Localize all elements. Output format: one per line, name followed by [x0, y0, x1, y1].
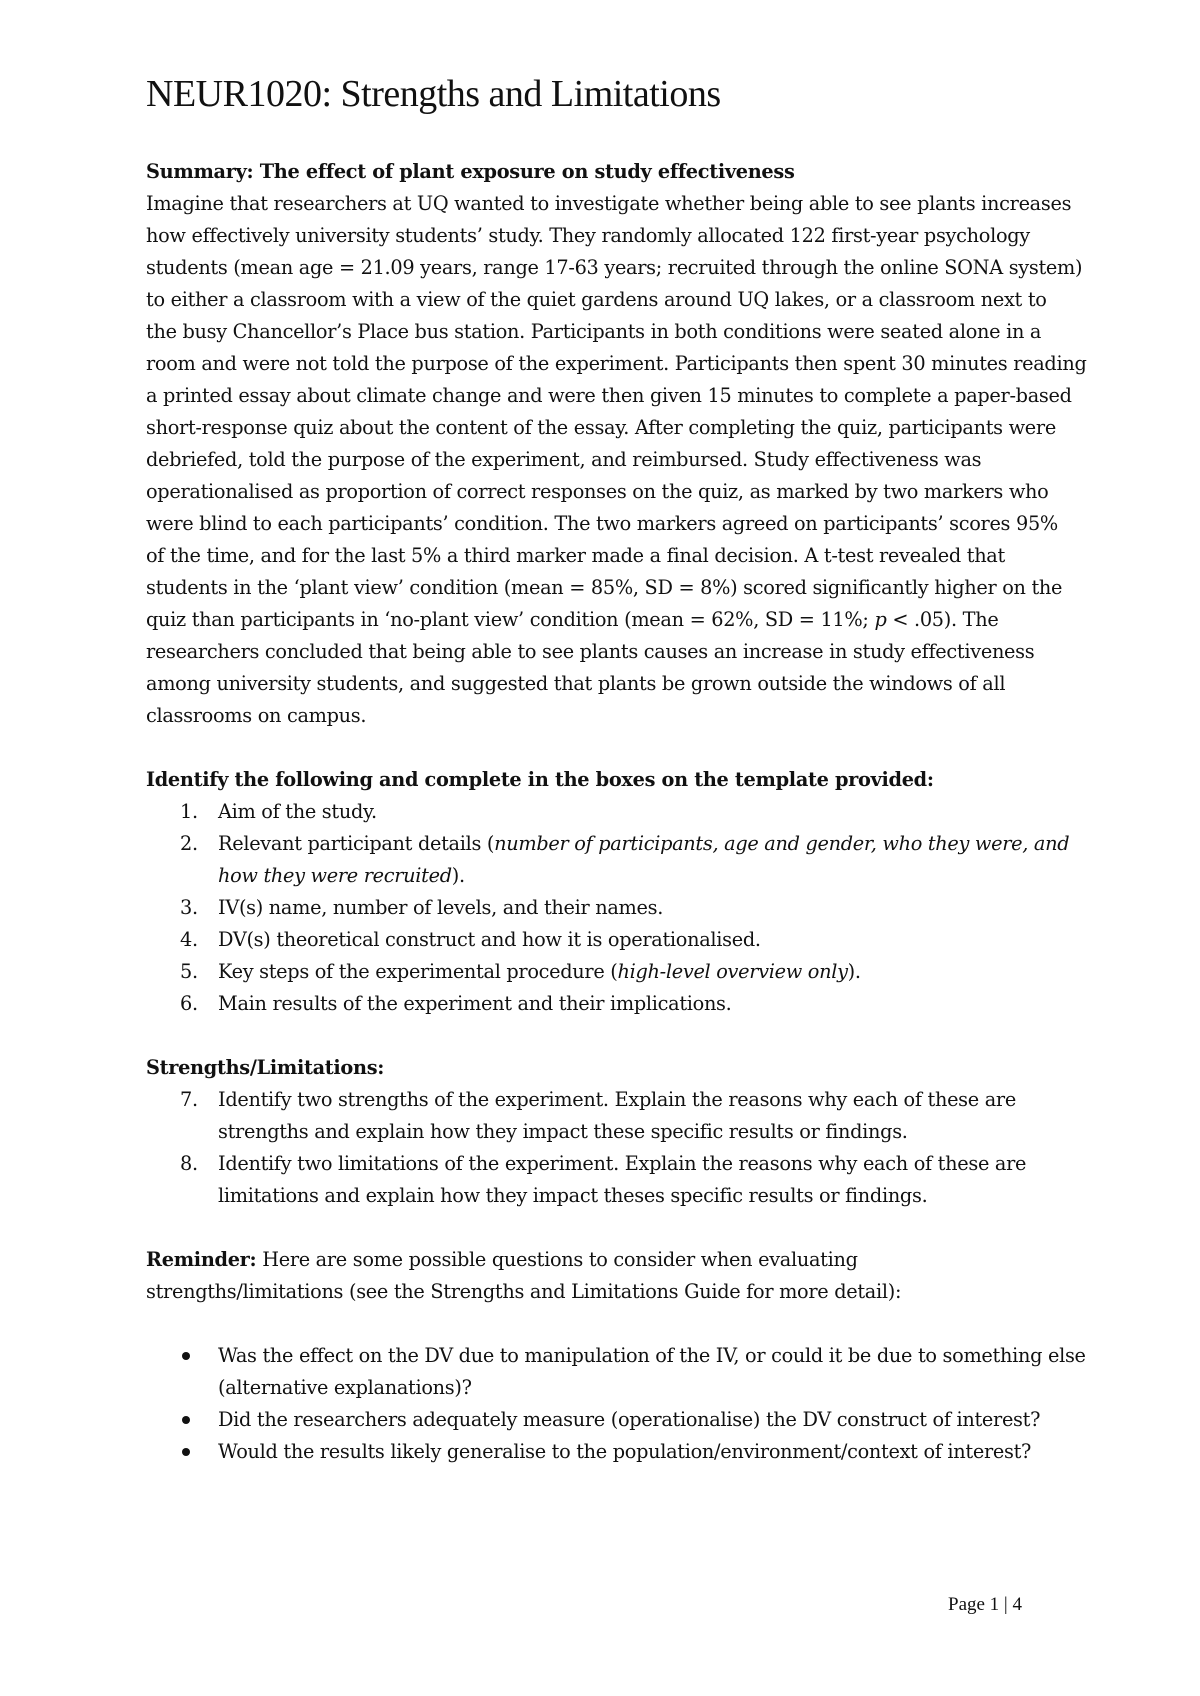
- item-number: 3.: [180, 896, 198, 919]
- item-text-italic: high-level overview only: [617, 960, 848, 983]
- identify-list: [146, 796, 1106, 1020]
- results-text-a: quiz than participants in ‘no-plant view’ condition (mean = 62%, SD = 11%;: [146, 608, 875, 631]
- bullet-text: Would the results likely generalise to the population/environment/context of interest?: [218, 1440, 1032, 1463]
- summary-line: of the time, and for the last 5% a third marker made a final decision. A t-test revealed that: [146, 544, 1005, 567]
- summary-line: Imagine that researchers at UQ wanted to investigate whether being able to see plants increases: [146, 192, 1072, 215]
- summary-line-results: [146, 604, 1106, 636]
- item-text: Relevant participant details (: [218, 832, 495, 855]
- list-item: [146, 1340, 1106, 1404]
- bullet-icon: [182, 1352, 190, 1360]
- list-item: [146, 1084, 1106, 1148]
- list-item: [146, 1404, 1106, 1436]
- list-item: [146, 924, 1106, 956]
- item-number: 2.: [180, 832, 198, 855]
- reminder-label: Reminder:: [146, 1248, 257, 1271]
- summary-line: operationalised as proportion of correct responses on the quiz, as marked by two markers who: [146, 480, 1049, 503]
- summary-line: how effectively university students’ study. They randomly allocated 122 first-year psychology: [146, 224, 1030, 247]
- summary-line: debriefed, told the purpose of the experiment, and reimbursed. Study effectiveness was: [146, 448, 982, 471]
- page-title: NEUR1020: Strengths and Limitations: [146, 73, 721, 115]
- page-number: Page 1 | 4: [948, 1594, 1022, 1615]
- item-number: 7.: [180, 1088, 198, 1111]
- strengths-heading: Strengths/Limitations:: [146, 1056, 385, 1079]
- summary-line: researchers concluded that being able to see plants causes an increase in study effectiveness: [146, 640, 1035, 663]
- list-item: [146, 1436, 1106, 1468]
- summary-line: students (mean age = 21.09 years, range 17-63 years; recruited through the online SONA system): [146, 256, 1083, 279]
- list-item: [146, 1148, 1106, 1212]
- reminder-section: [146, 1244, 1106, 1468]
- summary-section: [146, 156, 1106, 732]
- identify-section: [146, 764, 1106, 1020]
- reminder-paragraph: [146, 1244, 1106, 1276]
- item-text: ).: [451, 864, 465, 887]
- list-item: [146, 828, 1106, 892]
- list-item: [146, 796, 1106, 828]
- reminder-bullets: [146, 1340, 1106, 1468]
- bullet-icon: [182, 1416, 190, 1424]
- item-text: Key steps of the experimental procedure (: [218, 960, 618, 983]
- item-text-italic: number of participants, age and gender, who they were, and how they were recruited: [218, 832, 1070, 887]
- bullet-text: Did the researchers adequately measure (operationalise) the DV construct of interest?: [218, 1408, 1041, 1431]
- reminder-text: Here are some possible questions to consider when evaluating: [256, 1248, 858, 1271]
- summary-line: classrooms on campus.: [146, 704, 367, 727]
- item-text: Identify two strengths of the experiment. Explain the reasons why each of these are strengths and explain how they impact these specific results or findings.: [218, 1088, 1016, 1143]
- bullet-icon: [182, 1448, 190, 1456]
- list-item: [146, 892, 1106, 924]
- summary-line: a printed essay about climate change and were then given 15 minutes to complete a paper-based: [146, 384, 1072, 407]
- item-number: 8.: [180, 1152, 198, 1175]
- summary-line: among university students, and suggested that plants be grown outside the windows of all: [146, 672, 1006, 695]
- item-text: DV(s) theoretical construct and how it is operationalised.: [218, 928, 761, 951]
- results-text-b: < .05). The: [886, 608, 999, 631]
- item-number: 1.: [180, 800, 198, 823]
- item-text: Aim of the study.: [218, 800, 377, 823]
- identify-heading: Identify the following and complete in the boxes on the template provided:: [146, 768, 934, 791]
- item-text: IV(s) name, number of levels, and their names.: [218, 896, 664, 919]
- summary-line: the busy Chancellor’s Place bus station. Participants in both conditions were seated alone in a: [146, 320, 1042, 343]
- summary-line: short-response quiz about the content of the essay. After completing the quiz, participants were: [146, 416, 1056, 439]
- bullet-text: Was the effect on the DV due to manipulation of the IV, or could it be due to something else (alternative explanations)?: [218, 1344, 1086, 1399]
- summary-heading: Summary: The effect of plant exposure on study effectiveness: [146, 160, 795, 183]
- list-item: [146, 988, 1106, 1020]
- document-page: [146, 72, 1106, 1468]
- item-text: Identify two limitations of the experiment. Explain the reasons why each of these are limitations and explain how they impact theses specific results or findings.: [218, 1152, 1027, 1207]
- item-number: 6.: [180, 992, 198, 1015]
- item-text: Main results of the experiment and their implications.: [218, 992, 732, 1015]
- list-item: [146, 956, 1106, 988]
- summary-line: to either a classroom with a view of the quiet gardens around UQ lakes, or a classroom next to: [146, 288, 1047, 311]
- summary-line: were blind to each participants’ condition. The two markers agreed on participants’ scores 95%: [146, 512, 1058, 535]
- summary-line: room and were not told the purpose of the experiment. Participants then spent 30 minutes reading: [146, 352, 1087, 375]
- reminder-paragraph-2: strengths/limitations (see the Strengths and Limitations Guide for more detail):: [146, 1280, 902, 1303]
- strengths-list: [146, 1084, 1106, 1212]
- summary-line: students in the ‘plant view’ condition (mean = 85%, SD = 8%) scored significantly higher on the: [146, 576, 1063, 599]
- strengths-section: [146, 1052, 1106, 1212]
- item-number: 4.: [180, 928, 198, 951]
- item-text: ).: [847, 960, 861, 983]
- item-number: 5.: [180, 960, 198, 983]
- p-value-symbol: p: [874, 608, 887, 631]
